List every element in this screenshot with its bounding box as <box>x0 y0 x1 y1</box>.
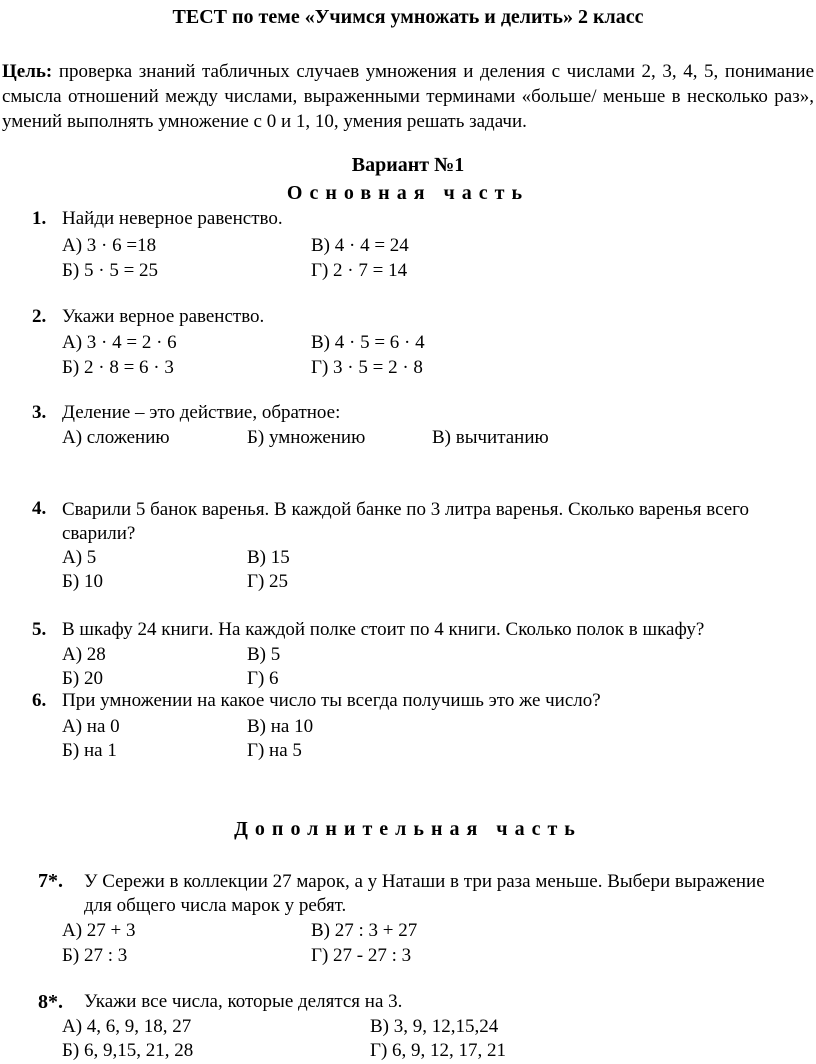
question-text: Деление – это действие, обратное: <box>62 402 341 423</box>
question-text: Укажи все числа, которые делятся на 3. <box>84 991 403 1012</box>
answer-option: В) 27 : 3 + 27 <box>311 920 418 941</box>
answer-option: Б) на 1 <box>62 740 117 761</box>
goal-text: проверка знаний табличных случаев умножения и деления с числами 2, 3, 4, 5, понимание смысла отношений между числами, выраженными терминами «больше/ меньше в несколько раз», умений выполнять умножение с 0 и 1, 10, умения решать задачи. <box>2 61 814 132</box>
answer-option: А) 3 · 6 =18 <box>62 235 157 256</box>
goal-paragraph <box>2 59 814 134</box>
answer-option: Г) 6, 9, 12, 17, 21 <box>370 1040 507 1061</box>
question-number: 6. <box>32 690 47 711</box>
question-number: 8*. <box>38 991 63 1013</box>
answer-option: А) на 0 <box>62 716 120 737</box>
answer-option: Г) 25 <box>247 571 289 592</box>
answer-option: В) на 10 <box>247 716 314 737</box>
answer-option: Б) 5 · 5 = 25 <box>62 260 159 281</box>
question-number: 4. <box>32 498 47 519</box>
answer-option: Б) 10 <box>62 571 103 592</box>
answer-option: А) сложению <box>62 427 170 448</box>
question-text: Укажи верное равенство. <box>62 306 265 327</box>
question-text: Сварили 5 банок варенья. В каждой банке по 3 литра варенья. Сколько варенья всего сварили? <box>62 499 750 544</box>
answer-option: Г) на 5 <box>247 740 302 761</box>
variant-heading: Вариант №1 <box>351 154 465 176</box>
question-number: 3. <box>32 402 47 423</box>
answer-option: Г) 6 <box>247 668 279 689</box>
answer-option: В) 4 · 4 = 24 <box>311 235 409 256</box>
main-part-heading: Основная часть <box>286 182 530 204</box>
answer-option: Б) 2 · 8 = 6 · 3 <box>62 357 174 378</box>
goal-label: Цель: <box>2 61 53 82</box>
answer-option: А) 4, 6, 9, 18, 27 <box>62 1016 192 1037</box>
document-title: ТЕСТ по теме «Учимся умножать и делить» 2 класс <box>172 6 644 28</box>
question-text: Найди неверное равенство. <box>62 208 283 229</box>
question-number: 1. <box>32 208 47 229</box>
answer-option: А) 3 · 4 = 2 · 6 <box>62 332 177 353</box>
answer-option: В) 15 <box>247 547 290 568</box>
answer-option: В) 4 · 5 = 6 · 4 <box>311 332 425 353</box>
question-number: 5. <box>32 619 47 640</box>
answer-option: Г) 2 · 7 = 14 <box>311 260 408 281</box>
extra-part-heading: Дополнительная часть <box>234 818 582 840</box>
answer-option: В) 5 <box>247 644 281 665</box>
answer-option: Б) 20 <box>62 668 103 689</box>
question-number: 2. <box>32 306 47 327</box>
question-text: При умножении на какое число ты всегда получишь это же число? <box>62 690 601 711</box>
answer-option: В) 3, 9, 12,15,24 <box>370 1016 499 1037</box>
answer-option: Б) умножению <box>247 427 366 448</box>
answer-option: Г) 27 - 27 : 3 <box>311 945 412 966</box>
answer-option: А) 5 <box>62 547 97 568</box>
question-number: 7*. <box>38 870 63 892</box>
answer-option: Б) 27 : 3 <box>62 945 128 966</box>
question-text: В шкафу 24 книги. На каждой полке стоит по 4 книги. Сколько полок в шкафу? <box>62 619 705 640</box>
question-text: У Сережи в коллекции 27 марок, а у Наташи в три раза меньше. Выбери выражение для общего числа марок у ребят. <box>84 871 765 916</box>
answer-option: Б) 6, 9,15, 21, 28 <box>62 1040 194 1061</box>
answer-option: Г) 3 · 5 = 2 · 8 <box>311 357 423 378</box>
answer-option: А) 27 + 3 <box>62 920 136 941</box>
answer-option: В) вычитанию <box>432 427 549 448</box>
answer-option: А) 28 <box>62 644 106 665</box>
